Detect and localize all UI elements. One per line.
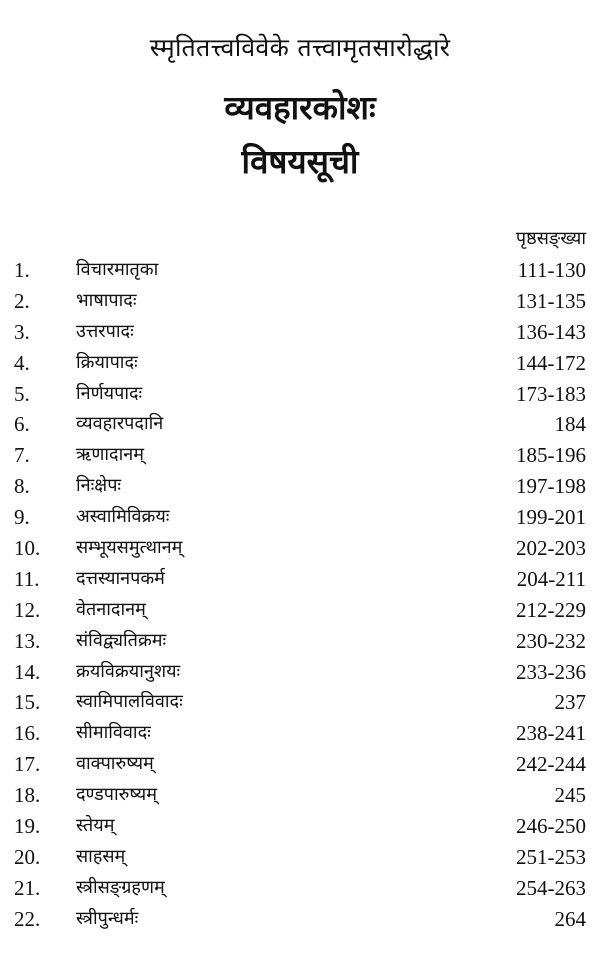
entry-pages: 111-130 [517,258,586,282]
toc-entry[interactable] [0,718,600,749]
entry-number: 18. [14,783,41,808]
entry-number: 7. [14,443,30,468]
entry-pages: 254-263 [516,875,586,900]
toc-entry[interactable] [0,657,600,688]
entry-pages: 185-196 [516,443,586,468]
pages-column-header: पृष्ठसङ्ख्या [515,228,586,249]
entry-title: वेतनादानम् [76,598,146,620]
entry-title: निःक्षेपः [76,475,122,497]
entry-title: ऋणादानम् [76,444,145,466]
entry-number: 17. [14,752,41,777]
toc-entry[interactable] [0,502,600,533]
toc-entry[interactable] [0,873,600,904]
toc-entry[interactable] [0,409,600,440]
toc-entry[interactable] [0,595,600,626]
entry-number: 8. [14,474,30,499]
entry-title: भाषापादः [76,289,137,311]
toc-entry[interactable] [0,533,600,564]
toc-entry[interactable] [0,440,600,471]
entry-pages: 245 [554,783,586,808]
entry-number: 14. [14,659,41,684]
entry-title: सीमाविवादः [76,722,151,744]
entry-pages: 264 [554,906,586,931]
entry-pages: 242-244 [516,752,586,777]
entry-number: 9. [14,505,30,530]
toc-entry[interactable] [0,564,600,595]
entry-number: 22. [14,906,41,931]
entry-number: 19. [14,814,41,839]
entry-title: क्रियापादः [76,351,138,373]
entry-number: 6. [14,412,30,437]
entry-title: स्तेयम् [76,815,115,837]
entry-pages: 251-253 [516,844,586,869]
toc-entry[interactable] [0,471,600,502]
entry-pages: 144-172 [516,350,586,375]
toc-entry[interactable] [0,687,600,718]
entry-pages: 131-135 [516,288,586,313]
page-title: विषयसूची [241,142,359,181]
entry-pages: 237 [554,690,586,715]
entry-number: 20. [14,844,41,869]
entry-pages: 197-198 [516,474,586,499]
entry-number: 2. [14,288,30,313]
entry-pages: 204-211 [516,566,586,591]
entry-title: सम्भूयसमुत्थानम् [76,537,183,559]
entry-pages: 173-183 [516,381,586,406]
toc-entry[interactable] [0,286,600,317]
entry-title: स्त्रीसङ्ग्रहणम् [76,876,165,898]
entry-title: दण्डपारुष्यम् [76,784,157,806]
entry-number: 15. [14,690,41,715]
entry-title: निर्णयपादः [76,382,143,404]
toc-entry[interactable] [0,255,600,286]
entry-number: 10. [14,536,41,561]
entry-title: क्रयविक्रयानुशयः [76,660,181,682]
entry-number: 4. [14,350,30,375]
toc-entry[interactable] [0,317,600,348]
entry-number: 16. [14,721,41,746]
toc-entry[interactable] [0,379,600,410]
entry-title: संविद्व्यतिक्रमः [76,629,167,651]
entry-title: अस्वामिविक्रयः [76,506,170,528]
entry-pages: 233-236 [516,659,586,684]
entry-title: स्वामिपालविवादः [76,691,183,713]
entry-pages: 202-203 [516,536,586,561]
entry-title: वाक्पारुष्यम् [76,753,154,775]
entry-number: 3. [14,319,30,344]
entry-number: 1. [14,258,30,282]
table-of-contents [0,255,600,935]
entry-pages: 136-143 [516,319,586,344]
toc-entry[interactable] [0,626,600,657]
book-subtitle: स्मृतितत्त्वविवेके तत्त्वामृतसारोद्धारे [149,33,451,62]
book-title: व्यवहारकोशः [224,88,376,127]
entry-title: साहसम् [76,845,126,867]
entry-pages: 238-241 [516,721,586,746]
entry-pages: 184 [554,412,586,437]
toc-entry[interactable] [0,749,600,780]
entry-title: व्यवहारपदानि [76,413,164,435]
entry-number: 5. [14,381,30,406]
entry-number: 12. [14,597,41,622]
entry-title: विचारमातृका [76,259,159,280]
toc-entry[interactable] [0,842,600,873]
entry-pages: 230-232 [516,628,586,653]
toc-entry[interactable] [0,780,600,811]
toc-entry[interactable] [0,348,600,379]
toc-entry[interactable] [0,811,600,842]
entry-number: 21. [14,875,41,900]
entry-title: दत्तस्यानपकर्म [76,567,165,589]
entry-title: उत्तरपादः [76,320,134,342]
entry-number: 11. [14,566,40,591]
toc-entry[interactable] [0,904,600,935]
entry-title: स्त्रीपुन्धर्मः [76,907,139,929]
entry-pages: 199-201 [516,505,586,530]
entry-pages: 212-229 [516,597,586,622]
entry-pages: 246-250 [516,814,586,839]
entry-number: 13. [14,628,41,653]
